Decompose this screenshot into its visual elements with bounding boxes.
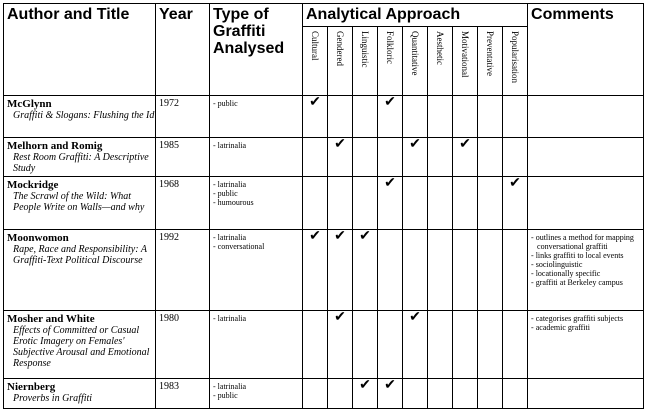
approach-cell-preventative bbox=[478, 230, 503, 310]
approach-cell-cultural bbox=[303, 96, 328, 138]
approach-cell-motivational bbox=[453, 177, 478, 230]
approach-label: Preventative bbox=[485, 31, 495, 76]
approach-header-folkloric bbox=[378, 27, 403, 96]
check-mark-icon: ✔ bbox=[409, 310, 421, 325]
approach-cell-gendered bbox=[328, 378, 353, 408]
comments-cell bbox=[528, 177, 644, 230]
header-comments: Comments bbox=[528, 4, 644, 96]
graffiti-type-item: - public bbox=[213, 390, 238, 400]
work-title: Rape, Race and Responsibility: A Graffiti-Text Political Discourse bbox=[13, 244, 147, 267]
author-name: Niernberg bbox=[7, 380, 56, 393]
approach-cell-folkloric bbox=[378, 177, 403, 230]
header-year: Year bbox=[156, 4, 210, 96]
approach-cell-popularisation bbox=[503, 177, 528, 230]
year-cell: 1992 bbox=[156, 230, 210, 310]
graffiti-type-cell bbox=[210, 378, 303, 408]
check-mark-icon: ✔ bbox=[334, 137, 346, 153]
approach-cell-aesthetic bbox=[428, 230, 453, 310]
table-row bbox=[4, 177, 644, 230]
approach-cell-gendered bbox=[328, 96, 353, 138]
graffiti-type-item: - latrinalia bbox=[213, 180, 247, 190]
approach-cell-preventative bbox=[478, 310, 503, 378]
approach-label: Aesthetic bbox=[435, 31, 445, 65]
approach-header-quantitative bbox=[403, 27, 428, 96]
approach-cell-folkloric bbox=[378, 378, 403, 408]
approach-label: Quantitative bbox=[410, 31, 420, 76]
approach-cell-quantitative bbox=[403, 230, 428, 310]
check-mark-icon: ✔ bbox=[309, 229, 321, 245]
approach-header-motivational bbox=[453, 27, 478, 96]
author-title-cell bbox=[4, 378, 156, 408]
graffiti-type-cell bbox=[210, 177, 303, 230]
approach-cell-quantitative bbox=[403, 177, 428, 230]
approach-cell-cultural bbox=[303, 230, 328, 310]
approach-cell-quantitative bbox=[403, 378, 428, 408]
year-cell: 1985 bbox=[156, 138, 210, 177]
approach-cell-aesthetic bbox=[428, 177, 453, 230]
approach-cell-preventative bbox=[478, 378, 503, 408]
comment-item: - outlines a method for mapping conversational graffiti bbox=[531, 233, 634, 252]
approach-label: Popularisation bbox=[510, 31, 521, 83]
approach-header-gendered bbox=[328, 27, 353, 96]
table-row bbox=[4, 378, 644, 408]
year-cell: 1983 bbox=[156, 378, 210, 408]
approach-cell-aesthetic bbox=[428, 138, 453, 177]
approach-cell-folkloric bbox=[378, 96, 403, 138]
author-name: Melhorn and Romig bbox=[7, 140, 103, 153]
header-author-title: Author and Title bbox=[4, 4, 156, 96]
approach-header-aesthetic bbox=[428, 27, 453, 96]
literature-table bbox=[3, 3, 644, 409]
graffiti-type-item: - latrinalia bbox=[213, 313, 247, 323]
author-title-cell bbox=[4, 310, 156, 378]
approach-cell-linguistic bbox=[353, 177, 378, 230]
approach-cell-cultural bbox=[303, 138, 328, 177]
comments-cell bbox=[528, 96, 644, 138]
comments-cell bbox=[528, 138, 644, 177]
graffiti-type-item: - public bbox=[213, 99, 238, 108]
check-mark-icon: ✔ bbox=[409, 137, 421, 153]
approach-cell-linguistic bbox=[353, 230, 378, 310]
check-mark-icon: ✔ bbox=[459, 137, 471, 153]
work-title: Effects of Committed or Casual Erotic Imagery on Females' Subjective Arousal and Emotional Response bbox=[13, 324, 150, 369]
approach-cell-aesthetic bbox=[428, 96, 453, 138]
approach-cell-quantitative bbox=[403, 138, 428, 177]
approach-cell-motivational bbox=[453, 378, 478, 408]
check-mark-icon: ✔ bbox=[334, 229, 346, 245]
approach-cell-gendered bbox=[328, 310, 353, 378]
approach-cell-popularisation bbox=[503, 96, 528, 138]
author-title-cell bbox=[4, 138, 156, 177]
graffiti-type-item: - conversational bbox=[213, 242, 265, 252]
approach-cell-cultural bbox=[303, 378, 328, 408]
check-mark-icon: ✔ bbox=[384, 176, 396, 192]
author-name: McGlynn bbox=[7, 98, 52, 110]
approach-cell-popularisation bbox=[503, 378, 528, 408]
graffiti-type-item: - latrinalia bbox=[213, 141, 247, 151]
approach-cell-preventative bbox=[478, 96, 503, 138]
comment-item: - sociolinguistic bbox=[531, 260, 583, 270]
check-mark-icon: ✔ bbox=[334, 310, 346, 325]
header-analytical-approach: Analytical Approach bbox=[303, 4, 528, 27]
check-mark-icon: ✔ bbox=[509, 176, 521, 192]
approach-cell-folkloric bbox=[378, 230, 403, 310]
table-row bbox=[4, 230, 644, 310]
approach-cell-popularisation bbox=[503, 138, 528, 177]
approach-cell-gendered bbox=[328, 230, 353, 310]
approach-cell-gendered bbox=[328, 138, 353, 177]
approach-label: Linguistic bbox=[360, 31, 370, 68]
author-name: Moonwomon bbox=[7, 232, 69, 245]
graffiti-type-cell bbox=[210, 230, 303, 310]
graffiti-type-item: - humourous bbox=[213, 198, 254, 208]
author-title-cell bbox=[4, 96, 156, 138]
approach-cell-motivational bbox=[453, 96, 478, 138]
approach-cell-linguistic bbox=[353, 378, 378, 408]
work-title: Graffiti & Slogans: Flushing the Id bbox=[13, 110, 155, 121]
work-title: Proverbs in Graffiti bbox=[13, 392, 93, 404]
approach-cell-linguistic bbox=[353, 138, 378, 177]
header-type-of-graffiti: Type of Graffiti Analysed bbox=[210, 4, 303, 96]
comment-item: - links graffiti to local events bbox=[531, 251, 624, 261]
table-row bbox=[4, 96, 644, 138]
approach-header-popularisation bbox=[503, 27, 528, 96]
year-cell: 1968 bbox=[156, 177, 210, 230]
approach-cell-preventative bbox=[478, 177, 503, 230]
comment-item: - academic graffiti bbox=[531, 322, 590, 332]
comment-item: - graffiti at Berkeley campus bbox=[531, 278, 623, 288]
approach-cell-aesthetic bbox=[428, 310, 453, 378]
approach-cell-quantitative bbox=[403, 310, 428, 378]
approach-label: Gendered bbox=[335, 31, 345, 66]
approach-cell-folkloric bbox=[378, 310, 403, 378]
approach-cell-cultural bbox=[303, 177, 328, 230]
approach-header-cultural bbox=[303, 27, 328, 96]
graffiti-type-item: - latrinalia bbox=[213, 381, 247, 391]
approach-cell-cultural bbox=[303, 310, 328, 378]
author-name: Mockridge bbox=[7, 179, 59, 192]
author-name: Mosher and White bbox=[7, 312, 95, 325]
graffiti-type-cell bbox=[210, 96, 303, 138]
graffiti-type-item: - latrinalia bbox=[213, 233, 247, 243]
graffiti-type-cell bbox=[210, 138, 303, 177]
approach-header-linguistic bbox=[353, 27, 378, 96]
approach-label: Motivational bbox=[460, 31, 470, 78]
year-cell: 1972 bbox=[156, 96, 210, 138]
table-row bbox=[4, 138, 644, 177]
approach-cell-popularisation bbox=[503, 310, 528, 378]
approach-cell-motivational bbox=[453, 138, 478, 177]
author-title-cell bbox=[4, 177, 156, 230]
comment-item: - locationally specific bbox=[531, 269, 601, 279]
work-title: Rest Room Graffiti: A Descriptive Study bbox=[13, 152, 149, 175]
author-title-cell bbox=[4, 230, 156, 310]
check-mark-icon: ✔ bbox=[309, 95, 321, 110]
approach-header-preventative bbox=[478, 27, 503, 96]
approach-label: Folkloric bbox=[385, 31, 395, 64]
check-mark-icon: ✔ bbox=[359, 378, 371, 393]
check-mark-icon: ✔ bbox=[384, 378, 396, 393]
graffiti-type-cell bbox=[210, 310, 303, 378]
approach-cell-motivational bbox=[453, 230, 478, 310]
approach-cell-aesthetic bbox=[428, 378, 453, 408]
approach-cell-popularisation bbox=[503, 230, 528, 310]
approach-cell-folkloric bbox=[378, 138, 403, 177]
approach-cell-linguistic bbox=[353, 96, 378, 138]
approach-cell-linguistic bbox=[353, 310, 378, 378]
comments-cell bbox=[528, 310, 644, 378]
work-title: The Scrawl of the Wild: What People Write on Walls—and why bbox=[13, 191, 145, 214]
comment-item: - categorises graffiti subjects bbox=[531, 313, 624, 323]
approach-cell-quantitative bbox=[403, 96, 428, 138]
comments-cell bbox=[528, 378, 644, 408]
table-row bbox=[4, 310, 644, 378]
approach-label: Cultural bbox=[310, 31, 320, 61]
comments-cell bbox=[528, 230, 644, 310]
graffiti-type-item: - public bbox=[213, 189, 238, 199]
approach-cell-preventative bbox=[478, 138, 503, 177]
check-mark-icon: ✔ bbox=[384, 95, 396, 110]
approach-cell-gendered bbox=[328, 177, 353, 230]
approach-cell-motivational bbox=[453, 310, 478, 378]
check-mark-icon: ✔ bbox=[359, 229, 371, 245]
year-cell: 1980 bbox=[156, 310, 210, 378]
